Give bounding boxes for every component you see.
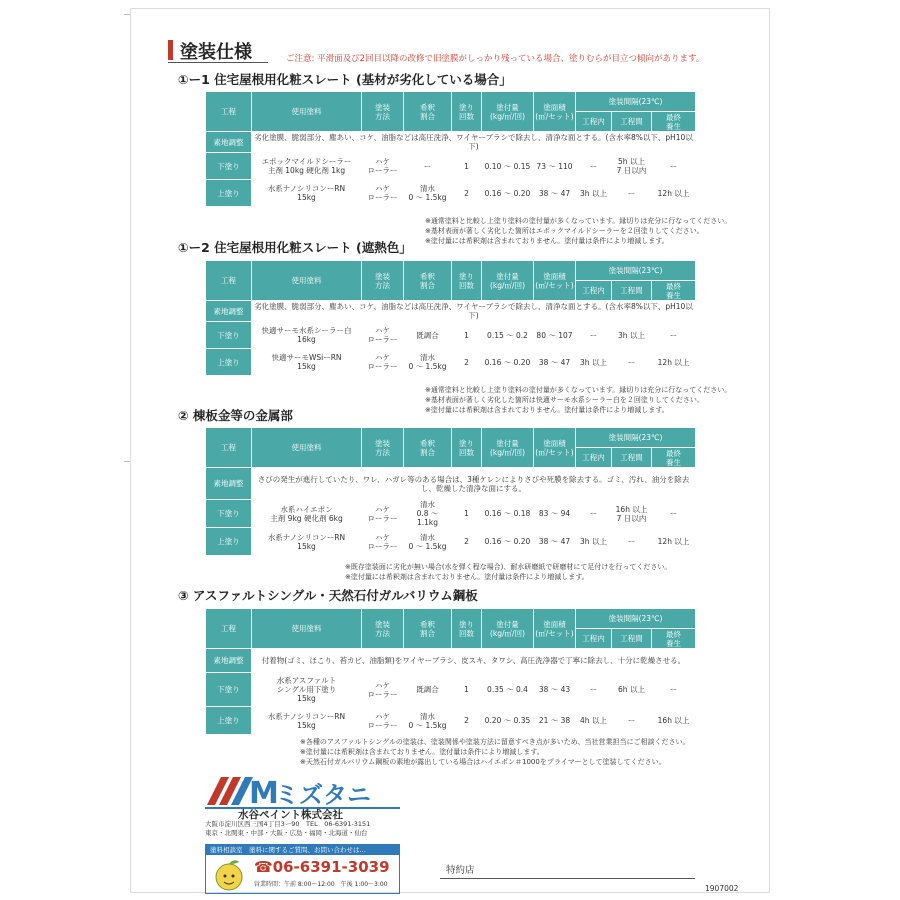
header-amount: 塗付量 (kg/㎡/回) bbox=[482, 609, 534, 649]
amount-cell: 0.20 〜 0.35 bbox=[482, 707, 534, 735]
method-cell: ハケ ローラー bbox=[362, 180, 404, 207]
header-material: 使用塗料 bbox=[252, 609, 362, 649]
within-cell: 4h 以上 bbox=[576, 707, 612, 735]
header-process: 工程 bbox=[206, 261, 252, 301]
header-final: 最終 養生 bbox=[652, 281, 696, 301]
consult-label: 塗料相談室 塗料に関するご質問、お問い合わせは… bbox=[206, 845, 399, 855]
amount-cell: 0.16 〜 0.18 bbox=[482, 500, 534, 528]
header-coats: 塗り 回数 bbox=[452, 92, 482, 132]
section-title: ①ー2 住宅屋根用化粧スレート (遮熱色」 bbox=[178, 240, 412, 255]
page-title: 塗装仕様 bbox=[180, 42, 252, 63]
method-cell: ハケ ローラー bbox=[362, 349, 404, 376]
amount-cell: 0.35 〜 0.4 bbox=[482, 673, 534, 707]
amount-cell: 0.10 〜 0.15 bbox=[482, 153, 534, 180]
between-cell: 3h 以上 bbox=[612, 322, 652, 349]
logo-mark: M bbox=[249, 776, 279, 811]
header-material: 使用塗料 bbox=[252, 261, 362, 301]
logo-brand: ミズタニ bbox=[275, 781, 371, 809]
thinning-cell: 清水 0 〜 1.5kg bbox=[404, 707, 452, 735]
header-area: 塗面積 (㎡/セット) bbox=[534, 92, 576, 132]
amount-cell: 0.16 〜 0.20 bbox=[482, 528, 534, 556]
final-cell: ー bbox=[652, 322, 696, 349]
within-cell: ー bbox=[576, 153, 612, 180]
footnote: ※通常塗料と比較し上塗り塗料の塗付量が多くなっています。縁切りは充分に行なってください。 bbox=[425, 217, 732, 225]
header-area: 塗面積 (㎡/セット) bbox=[534, 428, 576, 468]
coats-cell: 2 bbox=[452, 180, 482, 207]
header-area: 塗面積 (㎡/セット) bbox=[534, 261, 576, 301]
section-title: ② 棟板金等の金属部 bbox=[178, 408, 293, 423]
method-cell: ハケ ローラー bbox=[362, 153, 404, 180]
crop-mark bbox=[124, 14, 130, 15]
prep-description: 付着物(ゴミ、ほこり、苔カビ、油脂類)をワイヤーブラシ、皮スキ、タワシ、高圧洗浄器で丁寧に除去し、十分に乾燥させる。 bbox=[252, 649, 696, 673]
header-final: 最終 養生 bbox=[652, 629, 696, 649]
coats-cell: 2 bbox=[452, 528, 482, 556]
thinning-cell: 清水 0 〜 1.5kg bbox=[404, 528, 452, 556]
process-label: 上塗り bbox=[206, 528, 252, 556]
header-method: 塗装 方法 bbox=[362, 428, 404, 468]
final-cell: ー bbox=[652, 153, 696, 180]
thinning-cell: 清水 0.8 〜 1.1kg bbox=[404, 500, 452, 528]
final-cell: 12h 以上 bbox=[652, 349, 696, 376]
header-method: 塗装 方法 bbox=[362, 261, 404, 301]
header-process: 工程 bbox=[206, 92, 252, 132]
header-coats: 塗り 回数 bbox=[452, 609, 482, 649]
material-cell: 快適サーモ水系シーラー白 16kg bbox=[252, 322, 362, 349]
consult-box bbox=[205, 844, 400, 894]
process-label: 下塗り bbox=[206, 322, 252, 349]
header-material: 使用塗料 bbox=[252, 428, 362, 468]
coats-cell: 1 bbox=[452, 153, 482, 180]
amount-cell: 0.15 〜 0.2 bbox=[482, 322, 534, 349]
header-interval: 塗装間隔(23℃) bbox=[576, 92, 696, 112]
header-within: 工程内 bbox=[576, 629, 612, 649]
thinning-cell: 既調合 bbox=[404, 322, 452, 349]
spec-table bbox=[205, 91, 696, 207]
footnote: ※基材表面が著しく劣化した箇所は快適サーモ水系シーラー白を２回塗りしてください。 bbox=[425, 396, 704, 404]
footnote: ※通常塗料と比較し上塗り塗料の塗付量が多くなっています。縁切りは充分に行なってください。 bbox=[425, 386, 732, 394]
within-cell: ー bbox=[576, 322, 612, 349]
within-cell: 3h 以上 bbox=[576, 180, 612, 207]
between-cell: ー bbox=[612, 707, 652, 735]
method-cell: ハケ ローラー bbox=[362, 500, 404, 528]
footnote: ※塗付量には希釈剤は含まれておりません。塗付量は条件により増減します。 bbox=[300, 748, 544, 756]
prep-description: 劣化塗膜、脆弱部分、塵あい、コケ、油脂などは高圧洗浄、ワイヤーブラシで除去し、清浄な面とする。(含水率8%以下、pH10以下) bbox=[252, 132, 696, 153]
company-address: 大阪市淀川区西三国4丁目3ー90 TEL 06-6391-3151 東京・北関東・中部・大阪・広島・福岡・北海道・仙台 bbox=[205, 820, 371, 837]
coats-cell: 1 bbox=[452, 500, 482, 528]
area-cell: 73 〜 110 bbox=[534, 153, 576, 180]
coats-cell: 2 bbox=[452, 707, 482, 735]
header-area: 塗面積 (㎡/セット) bbox=[534, 609, 576, 649]
header-within: 工程内 bbox=[576, 448, 612, 468]
company-name: 水谷ペイント株式会社 bbox=[238, 809, 343, 821]
final-cell: ー bbox=[652, 500, 696, 528]
title-block bbox=[168, 38, 758, 64]
material-cell: 快適サーモWSiーRN 15kg bbox=[252, 349, 362, 376]
mascot-icon bbox=[212, 858, 246, 892]
area-cell: 38 〜 47 bbox=[534, 180, 576, 207]
spec-table bbox=[205, 260, 696, 376]
header-final: 最終 養生 bbox=[652, 112, 696, 132]
area-cell: 38 〜 43 bbox=[534, 673, 576, 707]
method-cell: ハケ ローラー bbox=[362, 528, 404, 556]
header-coats: 塗り 回数 bbox=[452, 261, 482, 301]
coats-cell: 2 bbox=[452, 349, 482, 376]
process-label: 下塗り bbox=[206, 673, 252, 707]
dealer-label: 特約店 bbox=[446, 865, 475, 876]
header-between: 工程間 bbox=[612, 112, 652, 132]
process-label: 上塗り bbox=[206, 707, 252, 735]
method-cell: ハケ ローラー bbox=[362, 707, 404, 735]
between-cell: ー bbox=[612, 180, 652, 207]
within-cell: 3h 以上 bbox=[576, 349, 612, 376]
final-cell: 12h 以上 bbox=[652, 180, 696, 207]
thinning-cell: 清水 0 〜 1.5kg bbox=[404, 180, 452, 207]
dealer-line bbox=[440, 878, 695, 879]
coats-cell: 1 bbox=[452, 322, 482, 349]
header-amount: 塗付量 (kg/㎡/回) bbox=[482, 92, 534, 132]
thinning-cell: 既調合 bbox=[404, 673, 452, 707]
final-cell: ー bbox=[652, 673, 696, 707]
header-between: 工程間 bbox=[612, 281, 652, 301]
between-cell: ー bbox=[612, 528, 652, 556]
within-cell: 3h 以上 bbox=[576, 528, 612, 556]
header-thinning: 希釈 割合 bbox=[404, 609, 452, 649]
header-thinning: 希釈 割合 bbox=[404, 261, 452, 301]
header-interval: 塗装間隔(23℃) bbox=[576, 428, 696, 448]
header-between: 工程間 bbox=[612, 629, 652, 649]
spec-table bbox=[205, 427, 696, 556]
material-cell: 水系ナノシリコンーRN 15kg bbox=[252, 707, 362, 735]
between-cell: 16h 以上 7 日以内 bbox=[612, 500, 652, 528]
header-interval: 塗装間隔(23℃) bbox=[576, 609, 696, 629]
header-thinning: 希釈 割合 bbox=[404, 428, 452, 468]
header-interval: 塗装間隔(23℃) bbox=[576, 261, 696, 281]
header-amount: 塗付量 (kg/㎡/回) bbox=[482, 428, 534, 468]
process-label: 下塗り bbox=[206, 153, 252, 180]
process-label: 素地調整 bbox=[206, 301, 252, 322]
header-final: 最終 養生 bbox=[652, 448, 696, 468]
header-method: 塗装 方法 bbox=[362, 609, 404, 649]
material-cell: 水系ナノシリコンーRN 15kg bbox=[252, 528, 362, 556]
crop-mark bbox=[124, 461, 130, 462]
header-process: 工程 bbox=[206, 428, 252, 468]
process-label: 素地調整 bbox=[206, 468, 252, 500]
between-cell: 6h 以上 bbox=[612, 673, 652, 707]
process-label: 上塗り bbox=[206, 180, 252, 207]
title-accent-bar bbox=[168, 40, 173, 60]
between-cell: ー bbox=[612, 349, 652, 376]
area-cell: 21 〜 38 bbox=[534, 707, 576, 735]
thinning-cell: 清水 0 〜 1.5kg bbox=[404, 349, 452, 376]
area-cell: 83 〜 94 bbox=[534, 500, 576, 528]
between-cell: 5h 以上 7 日以内 bbox=[612, 153, 652, 180]
prep-description: さびの発生が進行していたり、ワレ、ハガレ等のある場合は、3種ケレンによりさびや死膜を除去する。ゴミ、汚れ、油分を除去し、乾燥した清浄な面にする。 bbox=[252, 468, 696, 500]
header-within: 工程内 bbox=[576, 281, 612, 301]
header-material: 使用塗料 bbox=[252, 92, 362, 132]
footnote: ※塗付量には希釈剤は含まれておりません。塗付量は条件により増減します。 bbox=[425, 237, 669, 245]
header-process: 工程 bbox=[206, 609, 252, 649]
document-code: 1907002 bbox=[705, 884, 739, 893]
section-title: ③ アスファルトシングル・天然石付ガルバリウム鋼板 bbox=[178, 588, 478, 603]
header-amount: 塗付量 (kg/㎡/回) bbox=[482, 261, 534, 301]
method-cell: ハケ ローラー bbox=[362, 322, 404, 349]
within-cell: ー bbox=[576, 500, 612, 528]
header-coats: 塗り 回数 bbox=[452, 428, 482, 468]
area-cell: 38 〜 47 bbox=[534, 528, 576, 556]
final-cell: 16h 以上 bbox=[652, 707, 696, 735]
thinning-cell: ー bbox=[404, 153, 452, 180]
material-cell: 水系ナノシリコンーRN 15kg bbox=[252, 180, 362, 207]
amount-cell: 0.16 〜 0.20 bbox=[482, 349, 534, 376]
footnote: ※各種のアスファルトシングルの塗装は、塗装関係や塗装方法に留意すべき点が多いため、当社営業担当にご相談ください。 bbox=[300, 738, 690, 746]
spec-table bbox=[205, 608, 696, 735]
header-method: 塗装 方法 bbox=[362, 92, 404, 132]
process-label: 素地調整 bbox=[206, 132, 252, 153]
final-cell: 12h 以上 bbox=[652, 528, 696, 556]
header-between: 工程間 bbox=[612, 448, 652, 468]
title-underline bbox=[168, 62, 268, 63]
footnote: ※塗付量には希釈剤は含まれておりません。塗付量は条件により増減します。 bbox=[425, 406, 669, 414]
material-cell: 水系ハイエポン 主剤 9kg 硬化剤 6kg bbox=[252, 500, 362, 528]
footnote: ※既存塗装面に劣化が無い場合(水を弾く程な場合)、耐水研磨紙で研磨材にて足付けを行ってください。 bbox=[345, 563, 672, 571]
within-cell: ー bbox=[576, 673, 612, 707]
area-cell: 38 〜 47 bbox=[534, 349, 576, 376]
process-label: 素地調整 bbox=[206, 649, 252, 673]
header-thinning: 希釈 割合 bbox=[404, 92, 452, 132]
header-within: 工程内 bbox=[576, 112, 612, 132]
notice-text: ご注意: 平滑面及び2回目以降の改修で旧塗膜がしっかり残っている場合、塗りむらが目立つ傾向があります。 bbox=[286, 54, 705, 64]
footnote: ※基材表面が著しく劣化した箇所はエポックマイルドシーラーを２回塗りしてください。 bbox=[425, 227, 704, 235]
method-cell: ハケ ローラー bbox=[362, 673, 404, 707]
consult-phone: ☎06-6391-3039 bbox=[254, 858, 390, 876]
footnote: ※塗付量には希釈剤は含まれておりません。塗付量は条件により増減します。 bbox=[345, 573, 589, 581]
material-cell: エポックマイルドシーラー 主剤 10kg 硬化剤 1kg bbox=[252, 153, 362, 180]
section-title: ①ー1 住宅屋根用化粧スレート (基材が劣化している場合」 bbox=[178, 72, 512, 87]
footnote: ※天然石付ガルバリウム鋼板の素地が露出している場合はハイエポン＃1000をプライマーとして塗装してください。 bbox=[300, 758, 666, 766]
process-label: 下塗り bbox=[206, 500, 252, 528]
amount-cell: 0.16 〜 0.20 bbox=[482, 180, 534, 207]
prep-description: 劣化塗膜、脆弱部分、塵あい、コケ、油脂などは高圧洗浄、ワイヤーブラシで除去し、清浄な面とする。(含水率8%以下、pH10以下) bbox=[252, 301, 696, 322]
material-cell: 水系アスファルト シングル用下塗り 15kg bbox=[252, 673, 362, 707]
process-label: 上塗り bbox=[206, 349, 252, 376]
area-cell: 80 〜 107 bbox=[534, 322, 576, 349]
coats-cell: 1 bbox=[452, 673, 482, 707]
consult-hours: 営業時間：午前 8:00〜12:00 午後 1:00〜3:00 bbox=[254, 881, 388, 888]
